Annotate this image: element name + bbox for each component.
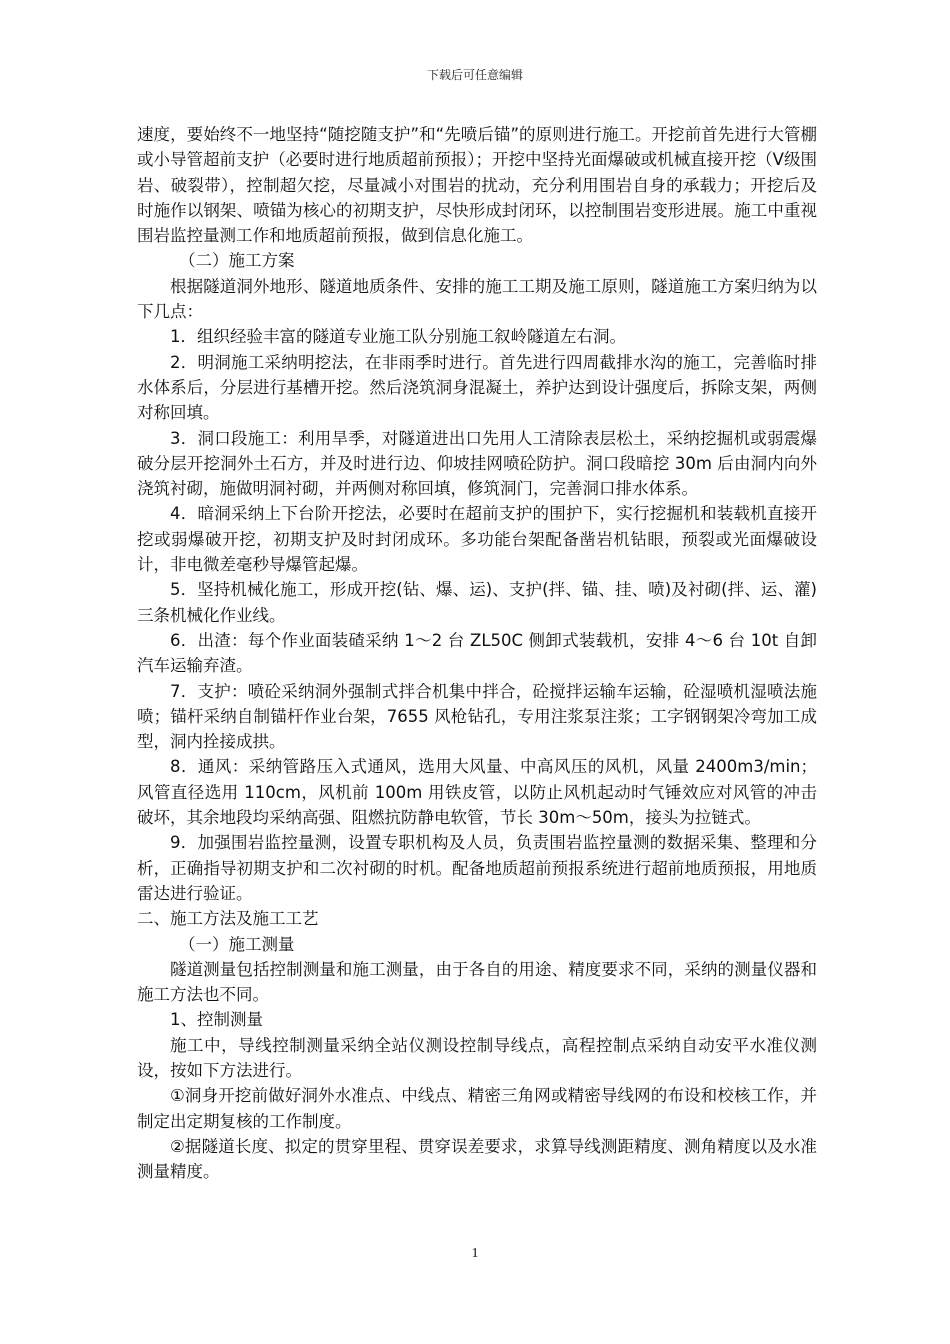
list-item: 5．坚持机械化施工，形成开挖(钻、爆、运)、支护(拌、锚、挂、喷)及衬砌(拌、运、灌)三条机械化作业线。 bbox=[137, 580, 817, 625]
list-item: ①洞身开挖前做好洞外水准点、中线点、精密三角网或精密导线网的布设和校核工作，并制定出定期复核的工作制度。 bbox=[137, 1086, 817, 1131]
page-number: 1 bbox=[471, 1246, 479, 1261]
paragraph: 根据隧道洞外地形、隧道地质条件、安排的施工工期及施工原则，隧道施工方案归纳为以下几点： bbox=[137, 276, 817, 322]
list-item: 2．明洞施工采纳明挖法，在非雨季时进行。首先进行四周截排水沟的施工，完善临时排水体系后，分层进行基槽开挖。然后浇筑洞身混凝土，养护达到设计强度后，拆除支架，两侧对称回填。 bbox=[137, 352, 817, 423]
list-item: 7．支护：喷砼采纳洞外强制式拌合机集中拌合，砼搅拌运输车运输，砼湿喷机湿喷法施喷；锚杆采纳自制锚杆作业台架，7655 风枪钻孔，专用注浆泵注浆；工字钢钢架冷弯加工成型，洞内拴接成拱。 bbox=[137, 681, 817, 752]
list-item: ②据隧道长度、拟定的贯穿里程、贯穿误差要求，求算导线测距精度、测角精度以及水准测量精度。 bbox=[137, 1136, 817, 1182]
list-item: 9．加强围岩监控量测，设置专职机构及人员，负责围岩监控量测的数据采集、整理和分析，正确指导初期支护和二次衬砌的时机。配备地质超前预报系统进行超前地质预报，用地质雷达进行验证。 bbox=[137, 833, 817, 903]
subheading-control-survey: 1、控制测量 bbox=[170, 1010, 263, 1030]
paragraph: 隧道测量包括控制测量和施工测量，由于各自的用途、精度要求不同，采纳的测量仪器和施工方法也不同。 bbox=[137, 959, 817, 1005]
section-heading-methods: 二、施工方法及施工工艺 bbox=[137, 909, 319, 929]
list-item: 3．洞口段施工：利用旱季，对隧道进出口先用人工清除表层松土，采纳挖掘机或弱震爆破分层开挖洞外土石方，并及时进行边、仰坡挂网喷砼防护。洞口段暗挖 30m 后由洞内向外浇筑衬砌，施做明洞衬砌，并两侧对称回填，修筑洞门，完善洞口排水体系。 bbox=[137, 428, 817, 499]
list-item: 4．暗洞采纳上下台阶开挖法，必要时在超前支护的围护下，实行挖掘机和装载机直接开挖或弱爆破开挖，初期支护及时封闭成环。多功能台架配备凿岩机钻眼，预裂或光面爆破设计，非电微差毫秒导爆管起爆。 bbox=[137, 504, 817, 575]
section-heading-construction-plan: （二）施工方案 bbox=[179, 251, 295, 271]
paragraph-intro: 速度，要始终不一地坚持“随挖随支护”和“先喷后锚”的原则进行施工。开挖前首先进行大管棚或小导管超前支护（必要时进行地质超前预报）；开挖中坚持光面爆破或机械直接开挖（Ⅴ级围岩、破裂带），控制超欠挖，尽量减小对围岩的扰动，充分利用围岩自身的承载力；开挖后及时施作以钢架、喷锚为核心的初期支护，尽快形成封闭环，以控制围岩变形进展。施工中重视围岩监控量测工作和地质超前预报，做到信息化施工。 bbox=[137, 125, 817, 246]
list-item: 1．组织经验丰富的隧道专业施工队分别施工叙岭隧道左右洞。 bbox=[170, 327, 626, 347]
section-heading-survey: （一）施工测量 bbox=[179, 934, 295, 954]
document-body bbox=[137, 122, 817, 1184]
list-item: 8．通风：采纳管路压入式通风，选用大风量、中高风压的风机，风量 2400m3/min；风管直径选用 110cm，风机前 100m 用铁皮管，以防止风机起动时气锤效应对风管的冲击破坏，其余地段均采纳高强、阻燃抗防静电软管，节长 30m～50m，接头为拉链式。 bbox=[137, 757, 817, 828]
page-header: 下载后可任意编辑 bbox=[426, 68, 523, 82]
paragraph: 施工中，导线控制测量采纳全站仪测设控制导线点，高程控制点采纳自动安平水准仪测设，按如下方法进行。 bbox=[137, 1035, 817, 1080]
list-item: 6．出渣：每个作业面装碴采纳 1～2 台 ZL50C 侧卸式装载机，安排 4～6 台 10t 自卸汽车运输弃渣。 bbox=[137, 630, 817, 676]
